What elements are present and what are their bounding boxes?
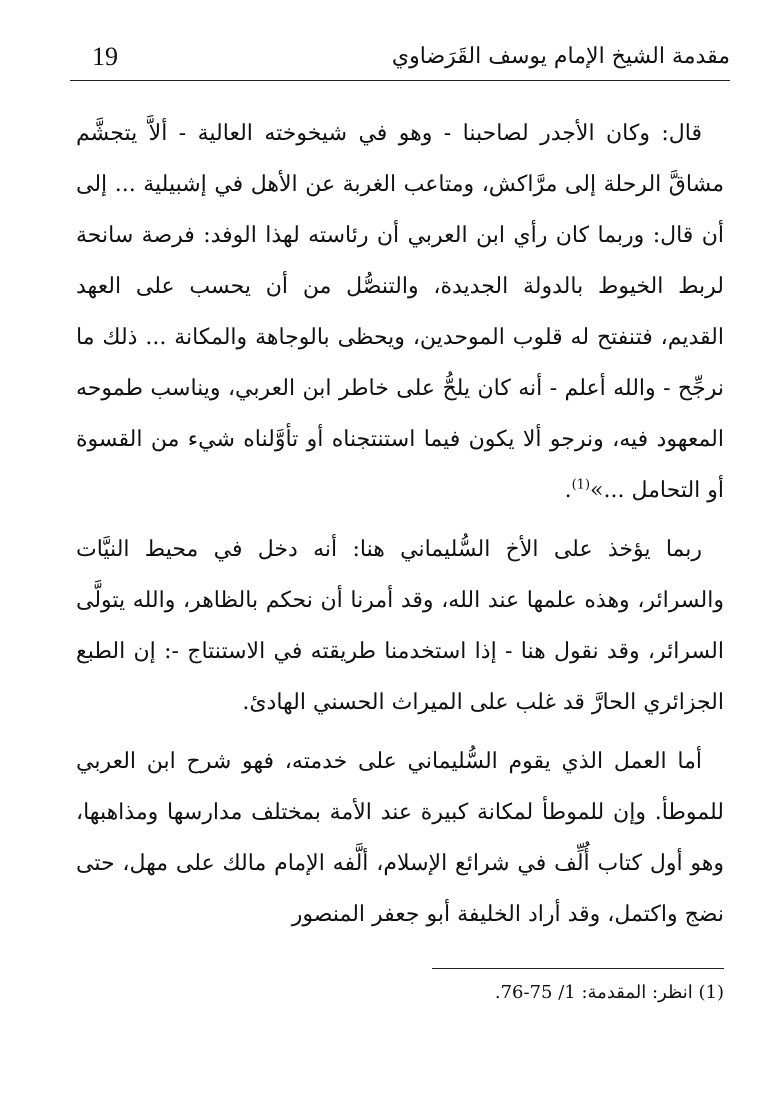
running-title: مقدمة الشيخ الإمام يوسف القَرَضاوي [391, 44, 730, 69]
footnote-rule [432, 968, 724, 969]
header-rule [70, 80, 730, 81]
paragraph-1-text: قال: وكان الأجدر لصاحبنا - وهو في شيخوخته العالية - ألاَّ يتجشَّم مشاقَّ الرحلة إلى مرَّاكش، ومتاعب الغربة عن الأهل في إشبيلية ... إلى أن قال: وربما كان رأي ابن العربي أن رئاسته لهذا الوفد: فرصة سانحة لربط الخيوط بالدولة الجديدة، والتنصُّل من أن يحسب على العهد القديم، فتنفتح له قلوب الموحدين، ويحظى بالوجاهة والمكانة ... ذلك ما نرجِّح - والله أعلم - أنه كان يلحُّ على خاطر ابن العربي، ويناسب طموحه المعهود فيه، ونرجو ألا يكون فيما استنتجناه أو تأوَّلناه شيء من القسوة أو التحامل ...» [76, 121, 724, 503]
footnote-marker: (1) [571, 477, 591, 493]
paragraph-2: ربما يؤخذ على الأخ السُّليماني هنا: أنه دخل في محيط النيَّات والسرائر، وهذه علمها عند الله، وقد أمرنا أن نحكم بالظاهر، والله يتولَّى السرائر، وقد نقول هنا - إذا استخدمنا طريقته في الاستنتاج -: إن الطبع الجزائري الحارَّ قد غلب على الميراث الحسني الهادئ. [76, 537, 724, 715]
paragraph-1 [76, 108, 724, 516]
main-text [76, 108, 724, 940]
page-header [70, 40, 730, 78]
page-number: 19 [92, 42, 118, 71]
paragraph-1-end: . [564, 478, 572, 503]
footnote: (1) انظر: المقدمة: 1/ 75-76. [494, 982, 724, 1003]
paragraph-3: أما العمل الذي يقوم السُّليماني على خدمته، فهو شرح ابن العربي للموطأ. وإن للموطأ لمكانة كبيرة عند الأمة بمختلف مدارسها ومذاهبها، وهو أول كتاب أُلِّف في شرائع الإسلام، ألَّفه الإمام مالك على مهل، حتى نضج واكتمل، وقد أراد الخليفة أبو جعفر المنصور [76, 749, 724, 927]
